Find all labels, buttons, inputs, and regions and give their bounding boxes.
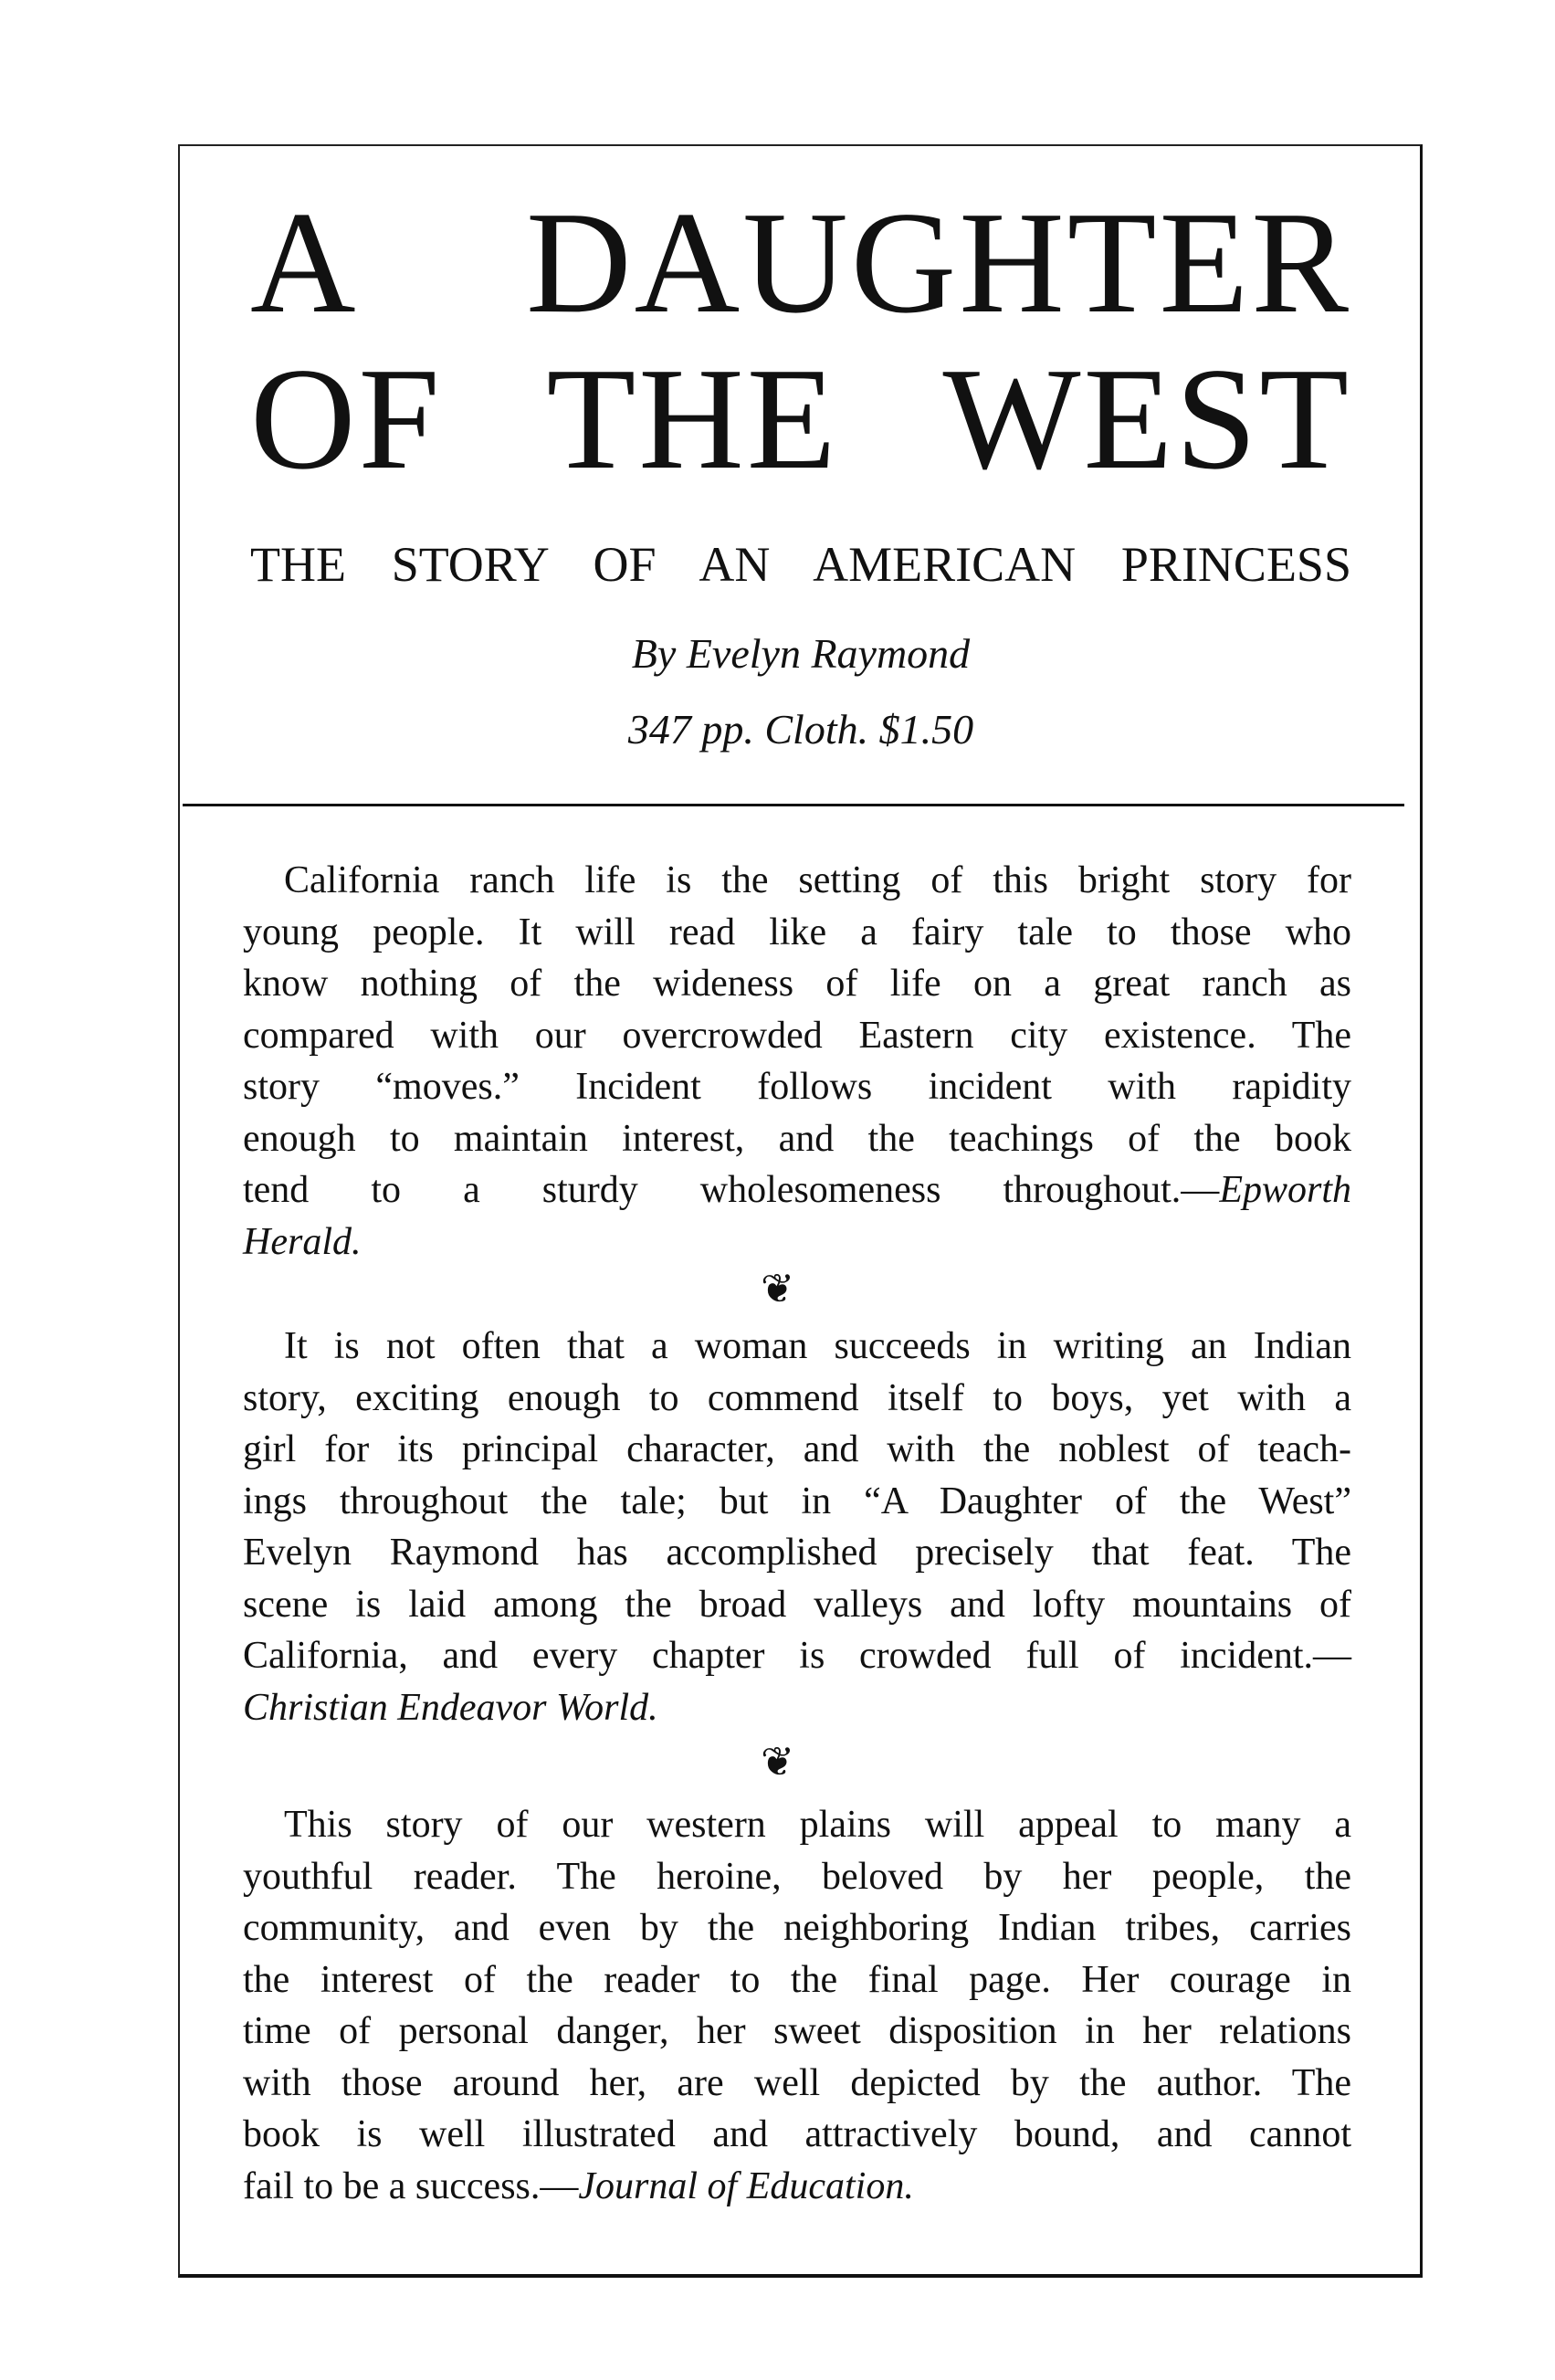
review-text: This story of our western plains will appeal to many a: [284, 1804, 1351, 1846]
review-line: [243, 1527, 1351, 1579]
review-text: ings throughout the tale; but in “A Daughter of the West”: [243, 1480, 1351, 1522]
review-line: [243, 1579, 1351, 1631]
subtitle: THE STORY OF AN AMERICAN PRINCESS: [250, 537, 1351, 592]
review-text: Evelyn Raymond has accomplished precisely that feat. The: [243, 1532, 1351, 1574]
review-line: [243, 1010, 1351, 1062]
review-text: youthful reader. The heroine, beloved by her people, the: [243, 1855, 1351, 1898]
review-text: with those around her, are well depicted by the author. The: [243, 2061, 1351, 2104]
review-text: fail to be a success.—: [243, 2164, 579, 2207]
review-line: [243, 1954, 1351, 2006]
review-text: scene is laid among the broad valleys and lofty mountains of: [243, 1583, 1351, 1626]
review-1: [243, 855, 1351, 1268]
review-text: compared with our overcrowded Eastern city existence. The: [243, 1014, 1351, 1057]
review-source: Christian Endeavor World.: [243, 1686, 658, 1729]
review-line: [243, 2058, 1351, 2110]
review-text: young people. It will read like a fairy tale to those who: [243, 911, 1351, 953]
fleuron-icon: ❦: [761, 1739, 794, 1785]
review-line: [243, 1424, 1351, 1476]
review-line: [243, 2161, 1351, 2213]
title-line-2: OF THE WEST: [250, 337, 1351, 500]
review-3: [243, 1799, 1351, 2212]
review-source: Herald.: [243, 1220, 362, 1263]
review-line: [243, 2109, 1351, 2161]
review-source: Journal of Education.: [578, 2164, 914, 2207]
review-line: [243, 1902, 1351, 1954]
review-text: time of personal danger, her sweet disposition in her relations: [243, 2010, 1351, 2052]
fleuron-icon: ❦: [761, 1266, 794, 1312]
review-text: community, and even by the neighboring Indian tribes, carries: [243, 1907, 1351, 1949]
review-text: enough to maintain interest, and the teachings of the book: [243, 1117, 1351, 1160]
review-text: story, exciting enough to commend itself to boys, yet with a: [243, 1376, 1351, 1419]
book-details: 347 pp. Cloth. $1.50: [627, 706, 974, 753]
review-text: know nothing of the wideness of life on a great ranch as: [243, 963, 1351, 1005]
review-text: story “moves.” Incident follows incident with rapidity: [243, 1066, 1351, 1108]
review-line: [243, 1321, 1351, 1373]
review-text: California, and every chapter is crowded full of incident.—: [243, 1635, 1351, 1677]
review-text: girl for its principal character, and with the noblest of teach-: [243, 1428, 1351, 1470]
review-source: Epworth: [1219, 1169, 1351, 1211]
review-text: tend to a sturdy wholesomeness throughout.—: [243, 1169, 1220, 1211]
review-line: [243, 1216, 1351, 1269]
review-line: [243, 2006, 1351, 2058]
review-line: [243, 907, 1351, 959]
review-line: [243, 1164, 1351, 1216]
review-line: [243, 1061, 1351, 1113]
divider: [183, 804, 1404, 806]
review-text: It is not often that a woman succeeds in writing an Indian: [284, 1325, 1351, 1367]
review-line: [243, 1113, 1351, 1165]
review-text: the interest of the reader to the final page. Her courage in: [243, 1958, 1351, 2001]
review-line: [243, 1373, 1351, 1425]
review-line: [243, 1630, 1351, 1682]
review-line: [243, 1799, 1351, 1851]
title-line-1: A DAUGHTER: [250, 181, 1351, 343]
review-text: book is well illustrated and attractively bound, and cannot: [243, 2113, 1351, 2155]
byline: By Evelyn Raymond: [631, 630, 971, 677]
review-line: [243, 1851, 1351, 1903]
review-line: [243, 1476, 1351, 1528]
review-line: [243, 958, 1351, 1010]
review-2: [243, 1321, 1351, 1733]
review-text: California ranch life is the setting of this bright story for: [284, 859, 1351, 901]
review-line: [243, 1682, 1351, 1734]
review-line: [243, 855, 1351, 907]
